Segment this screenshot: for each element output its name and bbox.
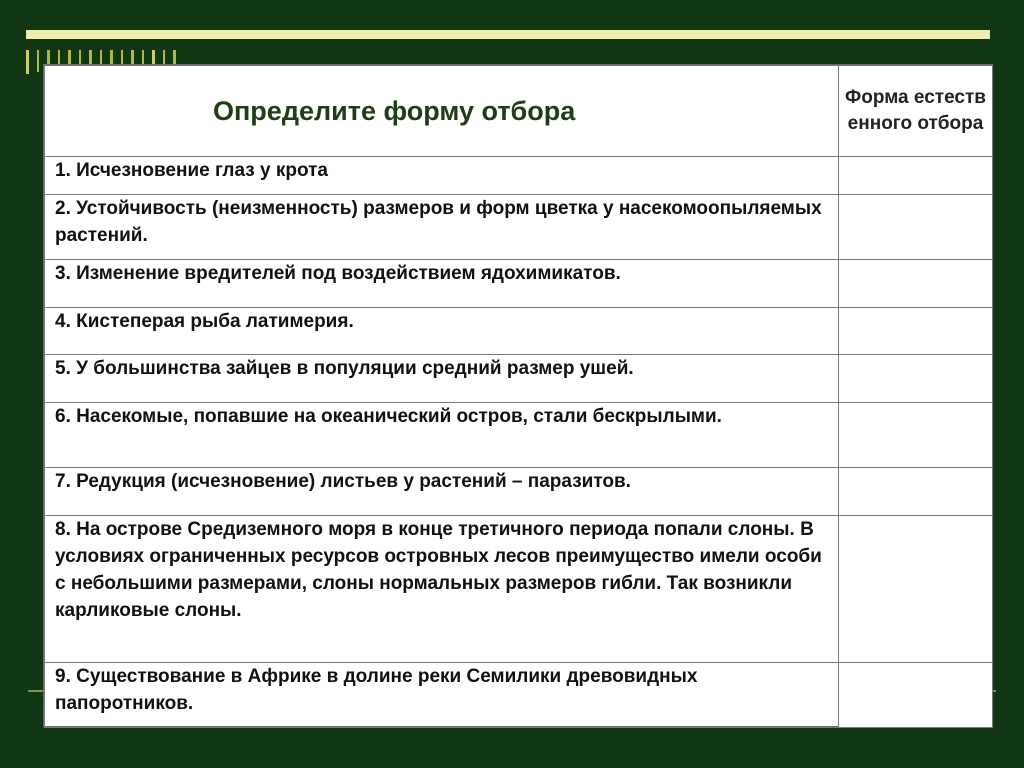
question-cell: 3. Изменение вредителей под воздействием ядохимикатов. (45, 260, 839, 308)
question-cell: 6. Насекомые, попавшие на океанический остров, стали бескрылыми. (45, 403, 839, 468)
answer-cell[interactable] (839, 516, 993, 663)
table-row (45, 260, 993, 308)
answer-cell[interactable] (839, 355, 993, 403)
page-title: Определите форму отбора (45, 66, 839, 157)
table-header-row (45, 66, 993, 157)
table-row (45, 516, 993, 663)
table-row (45, 195, 993, 260)
answer-cell[interactable] (839, 260, 993, 308)
answer-cell[interactable] (839, 308, 993, 355)
table-row (45, 403, 993, 468)
question-cell: 5. У большинства зайцев в популяции средний размер ушей. (45, 355, 839, 403)
question-cell: 8. На острове Средиземного моря в конце третичного периода попали слоны. В условиях ограниченных ресурсов островных лесов преимущество имели особи с небольшими размерами, слоны нормальных размеров гибли. Так возникли карликовые слоны. (45, 516, 839, 663)
answer-cell[interactable] (839, 403, 993, 468)
question-cell: 7. Редукция (исчезновение) листьев у растений – паразитов. (45, 468, 839, 516)
table-row (45, 355, 993, 403)
question-cell: 2. Устойчивость (неизменность) размеров и форм цветка у насекомоопыляемых растений. (45, 195, 839, 260)
question-cell: 1. Исчезновение глаз у крота (45, 157, 839, 195)
answer-cell[interactable] (839, 157, 993, 195)
selection-table-container (44, 65, 992, 726)
answer-cell[interactable] (839, 195, 993, 260)
question-cell: 4. Кистеперая рыба латимерия. (45, 308, 839, 355)
answer-cell[interactable] (839, 468, 993, 516)
table-row (45, 157, 993, 195)
table-row (45, 468, 993, 516)
column-header-form: Форма естественного отбора (839, 66, 993, 157)
table-row (45, 308, 993, 355)
top-accent-bar (26, 30, 990, 39)
question-cell: 9. Существование в Африке в долине реки Семилики древовидных папоротников. (45, 663, 839, 728)
answer-cell[interactable] (839, 663, 993, 728)
table-row (45, 663, 993, 728)
selection-table (44, 65, 993, 728)
